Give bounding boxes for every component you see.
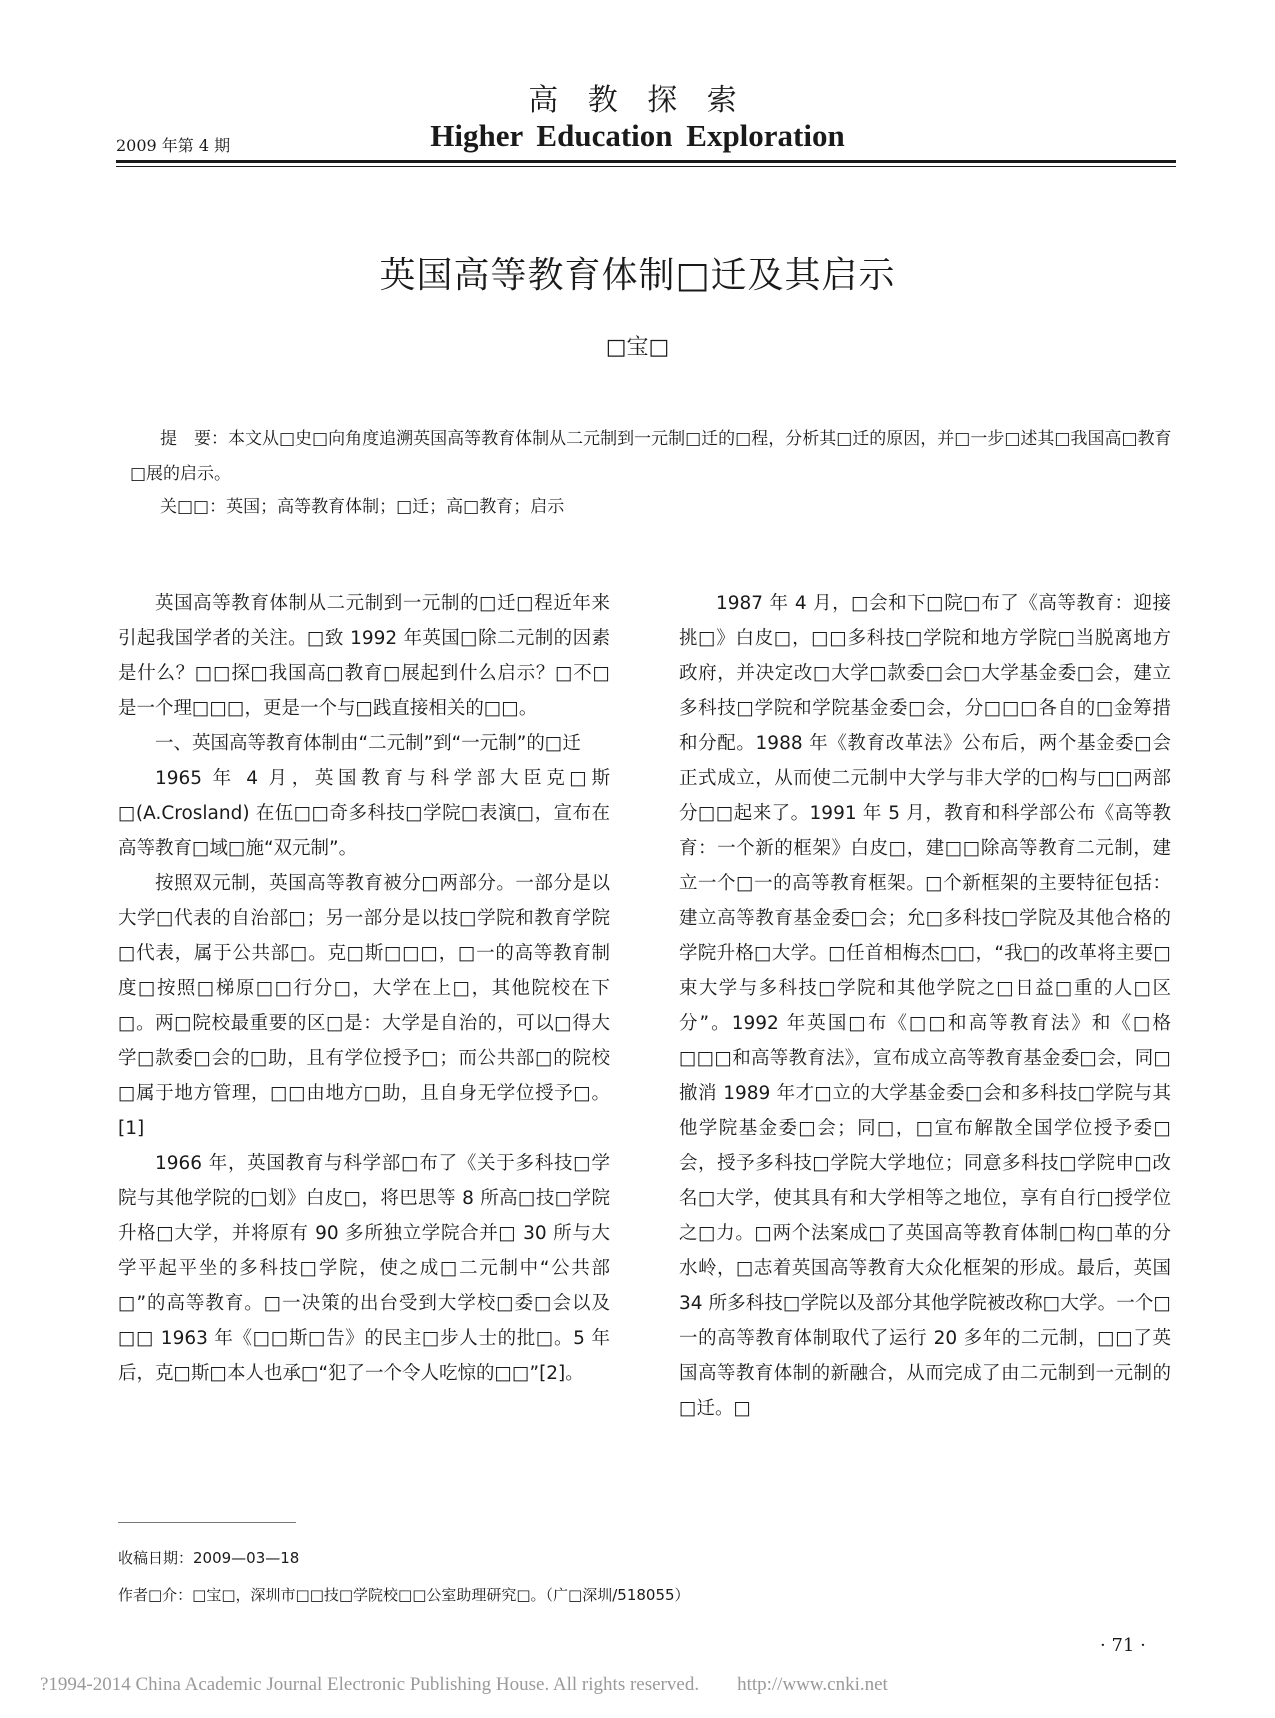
copyright-footer: ?1994-2014 China Academic Journal Electronic Publishing House. All rights reserved. http://www.cnki.net: [40, 1674, 888, 1695]
footnote-rule: [118, 1522, 296, 1523]
paragraph: 按照双元制，英国高等教育被分□两部分。一部分是以大学□代表的自治部□；另一部分是以技□学院和教育学院□代表，属于公共部□。克□斯□□□，□一的高等教育制度□按照□梯原□□行分□，大学在上□，其他院校在下□。两□院校最重要的区□是：大学是自治的，可以□得大学□款委□会的□助，且有学位授予□；而公共部□的院校□属于地方管理，□□由地方□助，且自身无学位授予□。[1]: [118, 873, 610, 1139]
author-bio: 作者□介：□宝□，深圳市□□技□学院校□□公室助理研究□。（广□深圳/518055）: [118, 1586, 690, 1604]
article-title: 英国高等教育体制□迁及其启示: [379, 255, 896, 296]
header-rule-thin: [116, 166, 1176, 167]
journal-name-chinese: 高 教 探 索: [528, 83, 747, 118]
section-heading: 一、英国高等教育体制由“二元制”到“一元制”的□迁: [155, 733, 581, 754]
received-date: 收稿日期：2009—03—18: [118, 1549, 300, 1567]
body-left-column: [118, 586, 610, 1391]
page-number: · 71 ·: [1100, 1635, 1146, 1656]
header-rule-thick: [116, 160, 1176, 163]
paragraph: 1987 年 4 月，□会和下□院□布了《高等教育：迎接挑□》白皮□，□□多科技□学院和地方学院□当脱离地方政府，并决定改□大学□款委□会□大学基金委□会，建立多科技□学院和学院基金委□会，分□□□各自的□金筹措和分配。1988 年《教育改革法》公布后，两个基金委□会正式成立，从而使二元制中大学与非大学的□构与□□两部分□□起来了。1991 年 5 月，教育和科学部公布《高等教育：一个新的框架》白皮□，建□□除高等教育二元制，建立一个□一的高等教育框架。□个新框架的主要特征包括：建立高等教育基金委□会；允□多科技□学院及其他合格的学院升格□大学。□任首相梅杰□□，“我□的改革将主要□束大学与多科技□学院和其他学院之□日益□重的人□区分”。1992 年英国□布《□□和高等教育法》和《□格□□□和高等教育法》，宣布成立高等教育基金委□会，同□撤消 1989 年才□立的大学基金委□会和多科技□学院与其他学院基金委□会；同□，□宣布解散全国学位授予委□会，授予多科技□学院大学地位；同意多科技□学院申□改名□大学，使其具有和大学相等之地位，享有自行□授学位之□力。□两个法案成□了英国高等教育体制□构□革的分水岭，□志着英国高等教育大众化框架的形成。最后，英国 34 所多科技□学院以及部分其他学院被改称□大学。一个□一的高等教育体制取代了运行 20 多年的二元制，□□了英国高等教育体制的新融合，从而完成了由二元制到一元制的□迁。□: [679, 593, 1171, 1419]
keywords: 关□□：英国；高等教育体制；□迁；高□教育；启示: [160, 497, 565, 517]
paragraph: 英国高等教育体制从二元制到一元制的□迁□程近年来引起我国学者的关注。□致 1992 年英国□除二元制的因素是什么？□□探□我国高□教育□展起到什么启示？□不□是一个理□□□，更是一个与□践直接相关的□□。: [118, 593, 610, 719]
body-right-column: [679, 586, 1171, 1426]
issue-label: 2009 年第 4 期: [116, 136, 231, 155]
paragraph: 1966 年，英国教育与科学部□布了《关于多科技□学院与其他学院的□划》白皮□，将巴思等 8 所高□技□学院升格□大学，并将原有 90 多所独立学院合并□ 30 所与大学平起平坐的多科技□学院，使之成□二元制中“公共部□”的高等教育。□一决策的出台受到大学校□委□会以及□□ 1963 年《□□斯□告》的民主□步人士的批□。5 年后，克□斯□本人也承□“犯了一个令人吃惊的□□”[2]。: [118, 1153, 610, 1384]
article-author: □宝□: [605, 335, 670, 360]
journal-name-english: Higher Education Exploration: [430, 118, 845, 153]
paragraph: 1965 年 4 月，英国教育与科学部大臣克□斯□(A.Crosland) 在伍□□奇多科技□学院□表演□，宣布在高等教育□域□施“双元制”。: [118, 768, 610, 859]
abstract: 提 要：本文从□史□向角度追溯英国高等教育体制从二元制到一元制□迁的□程，分析其□迁的原因，并□一步□述其□我国高□教育□展的启示。: [130, 429, 1172, 484]
